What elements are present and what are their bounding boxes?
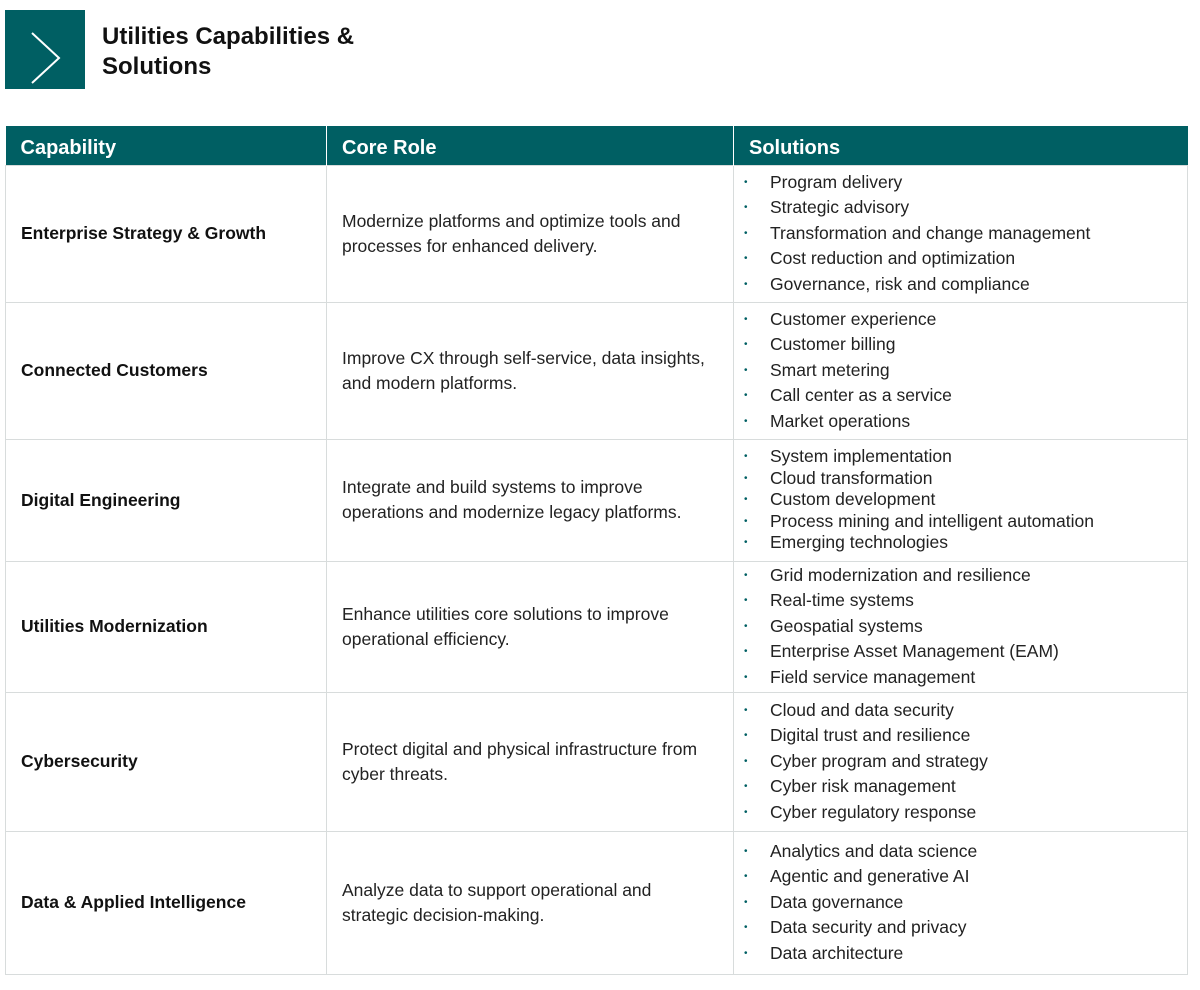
bullet-icon: • <box>744 227 748 239</box>
solution-text: Data security and privacy <box>770 917 967 938</box>
bullet-icon: • <box>744 278 748 290</box>
solutions-list <box>742 170 1179 297</box>
solution-item <box>742 723 1179 748</box>
solution-item <box>742 511 1179 533</box>
table-row <box>6 692 1188 831</box>
solutions-cell <box>734 831 1188 974</box>
bullet-icon: • <box>744 871 748 883</box>
core-role-cell: Improve CX through self-service, data insights, and modern platforms. <box>327 302 734 439</box>
capability-cell: Cybersecurity <box>6 692 327 831</box>
solution-text: Cyber program and strategy <box>770 750 988 771</box>
solution-item <box>742 468 1179 490</box>
solutions-cell <box>734 692 1188 831</box>
solution-item <box>742 665 1179 690</box>
solution-item <box>742 839 1179 864</box>
solution-item <box>742 941 1179 966</box>
table-row <box>6 302 1188 439</box>
solution-text: Cyber regulatory response <box>770 801 977 822</box>
bullet-icon: • <box>744 339 748 351</box>
solution-text: Custom development <box>770 489 936 510</box>
solution-text: Customer billing <box>770 334 896 355</box>
solution-text: Enterprise Asset Management (EAM) <box>770 641 1059 662</box>
solution-item <box>742 749 1179 774</box>
solution-item <box>742 446 1179 468</box>
solution-text: Customer experience <box>770 308 937 329</box>
solutions-list <box>742 446 1179 554</box>
bullet-icon: • <box>744 472 748 484</box>
solution-item <box>742 614 1179 639</box>
page-title-line-2: Solutions <box>102 53 212 80</box>
solution-text: Data governance <box>770 891 904 912</box>
capabilities-table <box>5 126 1188 975</box>
solution-item <box>742 195 1179 220</box>
solution-item <box>742 864 1179 889</box>
solution-item <box>742 383 1179 408</box>
solution-item <box>742 221 1179 246</box>
capability-cell: Data & Applied Intelligence <box>6 831 327 974</box>
bullet-icon: • <box>744 620 748 632</box>
solutions-list <box>742 839 1179 966</box>
solution-text: Data architecture <box>770 942 904 963</box>
bullet-icon: • <box>744 569 748 581</box>
page-title <box>102 22 354 82</box>
bullet-icon: • <box>744 671 748 683</box>
column-header-solutions: Solutions <box>734 126 1188 165</box>
solution-text: Strategic advisory <box>770 197 910 218</box>
bullet-icon: • <box>744 515 748 527</box>
capability-cell: Utilities Modernization <box>6 561 327 692</box>
bullet-icon: • <box>744 537 748 549</box>
capability-cell: Enterprise Strategy & Growth <box>6 165 327 302</box>
solution-item <box>742 639 1179 664</box>
bullet-icon: • <box>744 845 748 857</box>
solutions-list <box>742 307 1179 434</box>
solution-text: Emerging technologies <box>770 532 949 553</box>
solution-text: Grid modernization and resilience <box>770 564 1031 585</box>
solution-item <box>742 307 1179 332</box>
solution-text: Call center as a service <box>770 385 952 406</box>
solution-text: Governance, risk and compliance <box>770 273 1030 294</box>
solution-item <box>742 915 1179 940</box>
solution-text: Process mining and intelligent automation <box>770 510 1094 531</box>
solution-text: Cloud transformation <box>770 467 933 488</box>
bullet-icon: • <box>744 313 748 325</box>
solution-text: Real-time systems <box>770 590 914 611</box>
bullet-icon: • <box>744 415 748 427</box>
page-title-line-1: Utilities Capabilities & <box>102 23 355 50</box>
bullet-icon: • <box>744 730 748 742</box>
solutions-cell <box>734 302 1188 439</box>
column-header-core-role: Core Role <box>327 126 734 165</box>
solution-item <box>742 563 1179 588</box>
bullet-icon: • <box>744 781 748 793</box>
core-role-cell: Integrate and build systems to improve operations and modernize legacy platforms. <box>327 439 734 561</box>
solution-text: Geospatial systems <box>770 615 923 636</box>
bullet-icon: • <box>744 364 748 376</box>
capability-cell: Digital Engineering <box>6 439 327 561</box>
solution-item <box>742 170 1179 195</box>
core-role-cell: Modernize platforms and optimize tools and processes for enhanced delivery. <box>327 165 734 302</box>
solution-text: Analytics and data science <box>770 840 978 861</box>
bullet-icon: • <box>744 704 748 716</box>
core-role-cell: Enhance utilities core solutions to improve operational efficiency. <box>327 561 734 692</box>
solution-text: Cloud and data security <box>770 699 954 720</box>
core-role-cell: Protect digital and physical infrastructure from cyber threats. <box>327 692 734 831</box>
solutions-list <box>742 563 1179 690</box>
bullet-icon: • <box>744 253 748 265</box>
solution-text: Program delivery <box>770 171 903 192</box>
solution-text: Agentic and generative AI <box>770 866 970 887</box>
bullet-icon: • <box>744 451 748 463</box>
solution-text: Field service management <box>770 666 976 687</box>
table-row <box>6 561 1188 692</box>
solution-text: Transformation and change management <box>770 222 1091 243</box>
bullet-icon: • <box>744 595 748 607</box>
bullet-icon: • <box>744 494 748 506</box>
solution-item <box>742 409 1179 434</box>
table-row <box>6 831 1188 974</box>
solution-item <box>742 890 1179 915</box>
bullet-icon: • <box>744 947 748 959</box>
solutions-list <box>742 698 1179 825</box>
bullet-icon: • <box>744 646 748 658</box>
solution-item <box>742 774 1179 799</box>
solution-item <box>742 489 1179 511</box>
solution-item <box>742 588 1179 613</box>
table-row <box>6 439 1188 561</box>
solution-item <box>742 532 1179 554</box>
table-row <box>6 165 1188 302</box>
solution-item <box>742 358 1179 383</box>
solution-item <box>742 698 1179 723</box>
bullet-icon: • <box>744 202 748 214</box>
solution-text: Smart metering <box>770 359 890 380</box>
solution-text: Market operations <box>770 410 911 431</box>
solution-text: Cyber risk management <box>770 776 956 797</box>
bullet-icon: • <box>744 755 748 767</box>
solution-item <box>742 800 1179 825</box>
capability-cell: Connected Customers <box>6 302 327 439</box>
solution-item <box>742 332 1179 357</box>
solutions-cell <box>734 439 1188 561</box>
bullet-icon: • <box>744 922 748 934</box>
solution-text: Digital trust and resilience <box>770 725 971 746</box>
column-header-capability: Capability <box>6 126 327 165</box>
solutions-cell <box>734 561 1188 692</box>
bullet-icon: • <box>744 176 748 188</box>
solutions-cell <box>734 165 1188 302</box>
chevron-right-icon <box>5 10 85 89</box>
table-header-row <box>6 126 1188 165</box>
solution-text: Cost reduction and optimization <box>770 248 1016 269</box>
bullet-icon: • <box>744 896 748 908</box>
bullet-icon: • <box>744 390 748 402</box>
core-role-cell: Analyze data to support operational and strategic decision-making. <box>327 831 734 974</box>
bullet-icon: • <box>744 806 748 818</box>
solution-item <box>742 246 1179 271</box>
solution-text: System implementation <box>770 446 952 467</box>
solution-item <box>742 272 1179 297</box>
